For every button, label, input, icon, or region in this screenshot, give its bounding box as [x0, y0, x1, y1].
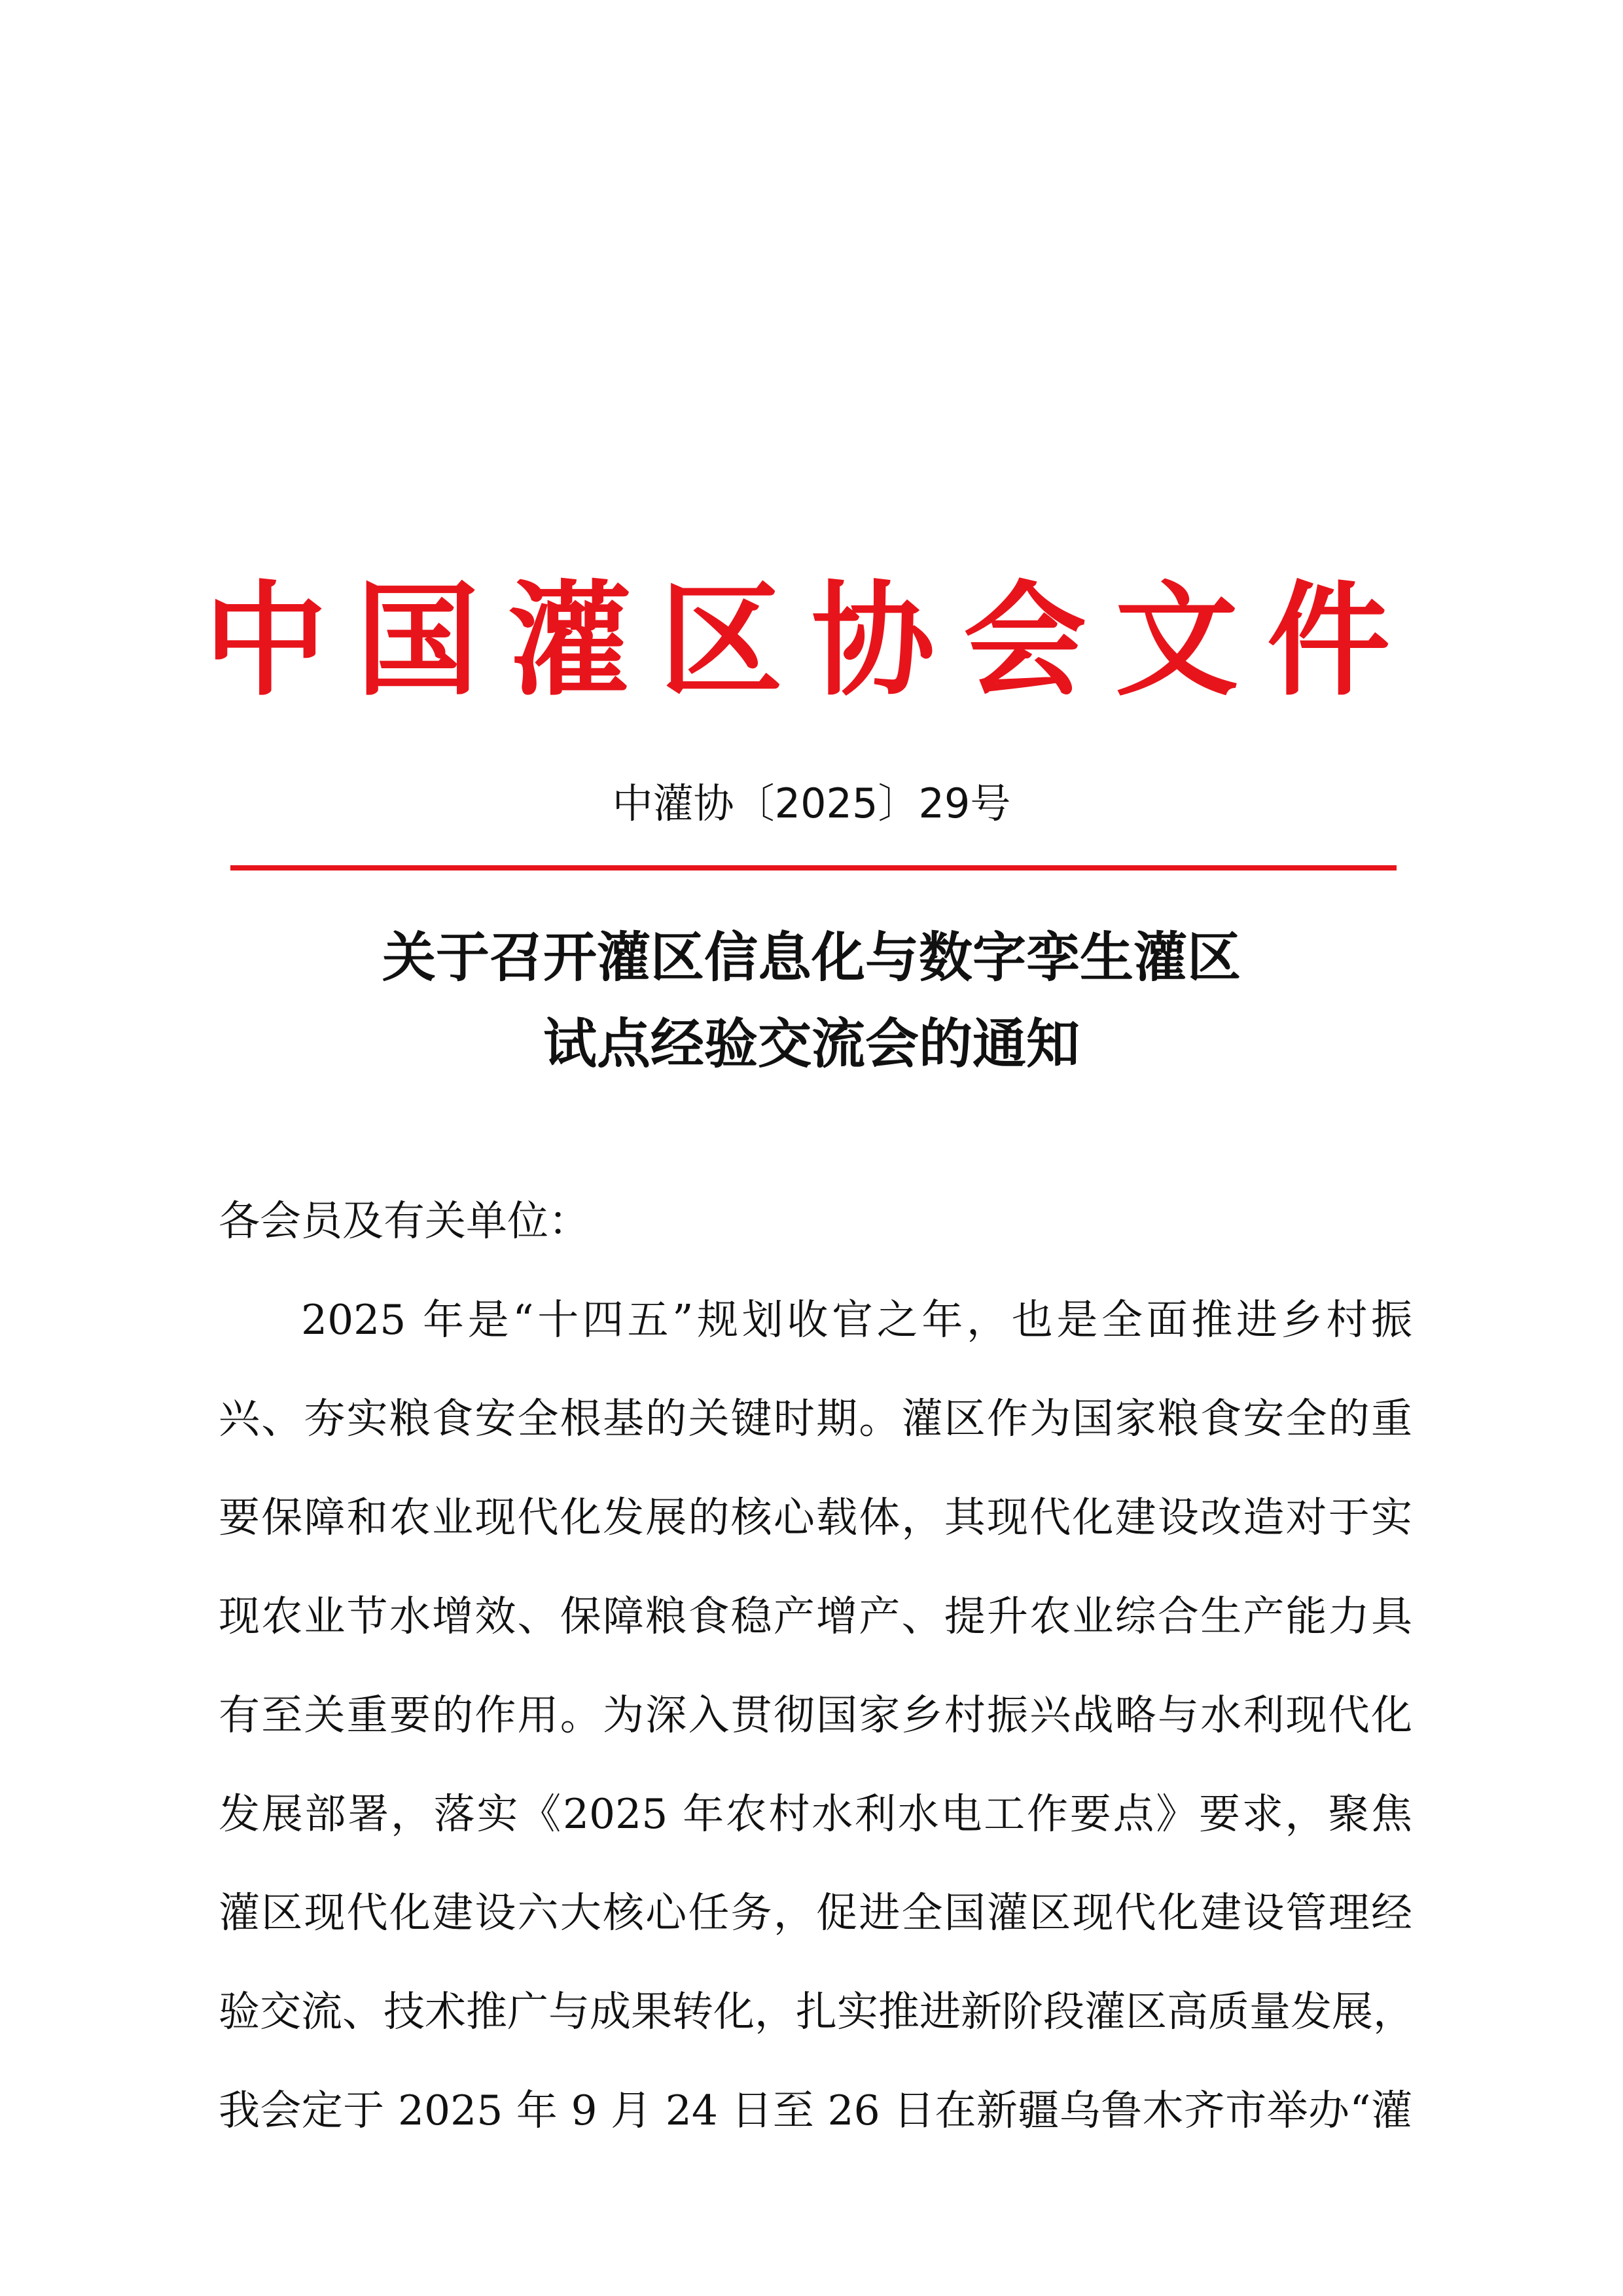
- paragraph-line: 2025 年是“十四五”规划收官之年，也是全面推进乡村振: [301, 1296, 1412, 1344]
- issuer-header-title: 中国灌区协会文件: [204, 569, 1419, 713]
- document-number: 中灌协〔2025〕29号: [612, 780, 1011, 827]
- paragraph-line: 现农业节水增效、保障粮食稳产增产、提升农业综合生产能力具: [219, 1592, 1412, 1640]
- notice-title: [0, 915, 1623, 1088]
- red-separator-rule: [230, 865, 1397, 870]
- paragraph-line: 灌区现代化建设六大核心任务，促进全国灌区现代化建设管理经: [219, 1889, 1412, 1937]
- notice-title-line-1: 关于召开灌区信息化与数字孪生灌区: [382, 927, 1241, 989]
- paragraph-line: 有至关重要的作用。为深入贯彻国家乡村振兴战略与水利现代化: [219, 1691, 1412, 1739]
- notice-title-line-2: 试点经验交流会的通知: [543, 1013, 1080, 1075]
- paragraph-line: 要保障和农业现代化发展的核心载体，其现代化建设改造对于实: [219, 1494, 1412, 1541]
- paragraph-line: 我会定于 2025 年 9 月 24 日至 26 日在新疆乌鲁木齐市举办“灌: [219, 2087, 1412, 2134]
- paragraph-line: 验交流、技术推广与成果转化，扎实推进新阶段灌区高质量发展，: [219, 1988, 1414, 2036]
- paragraph-line: 兴、夯实粮食安全根基的关键时期。灌区作为国家粮食安全的重: [219, 1395, 1412, 1443]
- document-body: [219, 1172, 1412, 2160]
- paragraph-line: 发展部署，落实《2025 年农村水利水电工作要点》要求，聚焦: [219, 1790, 1412, 1838]
- salutation: 各会员及有关单位：: [219, 1197, 590, 1245]
- body-paragraph: [219, 1270, 1412, 2160]
